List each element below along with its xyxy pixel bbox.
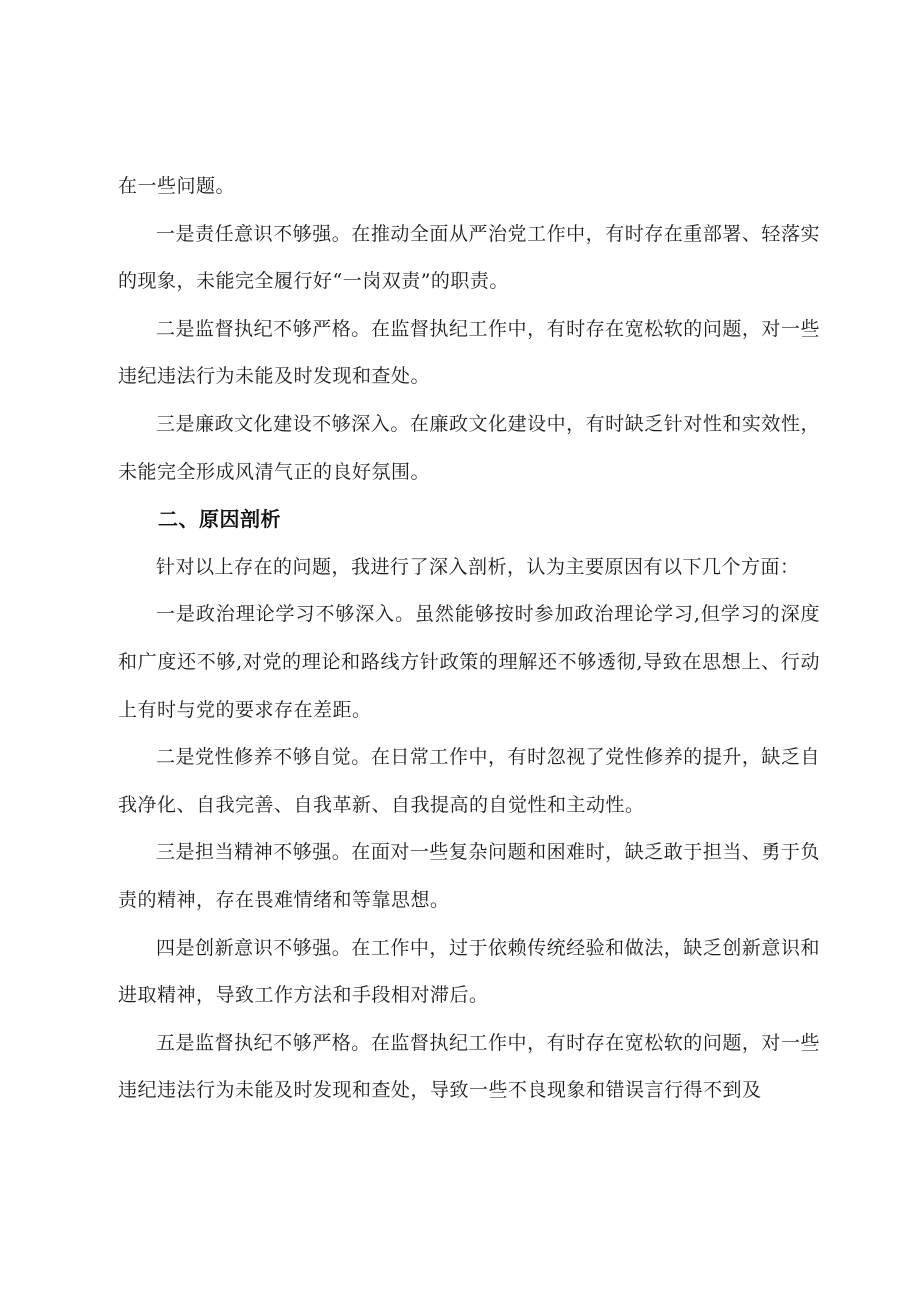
paragraph-supervision: 二是监督执纪不够严格。在监督执纪工作中，有时存在宽松软的问题，对一些违纪违法行为未能及时发现和查处。 (118, 317, 820, 388)
paragraph-responsibility: 一是责任意识不够强。在推动全面从严治党工作中，有时存在重部署、轻落实的现象，未能完全履行好“一岗双责”的职责。 (118, 222, 820, 293)
paragraph-integrity-culture: 三是廉政文化建设不够深入。在廉政文化建设中，有时缺乏针对性和实效性，未能完全形成风清气正的良好氛围。 (118, 412, 820, 483)
paragraph-cause-responsibility: 三是担当精神不够强。在面对一些复杂问题和困难时，缺乏敢于担当、勇于负责的精神，存在畏难情绪和等靠思想。 (118, 841, 820, 911)
paragraph-cause-theory-study: 一是政治理论学习不够深入。虽然能够按时参加政治理论学习,但学习的深度和广度还不够,对党的理论和路线方针政策的理解还不够透彻,导致在思想上、行动上有时与党的要求存在差距。 (118, 603, 820, 721)
document-body (118, 163, 820, 1115)
paragraph-continuation: 在一些问题。 (118, 175, 236, 197)
paragraph-cause-supervision: 五是监督执纪不够严格。在监督执纪工作中，有时存在宽松软的问题，对一些违纪违法行为未能及时发现和查处，导致一些不良现象和错误言行得不到及 (118, 1031, 820, 1102)
paragraph-cause-innovation: 四是创新意识不够强。在工作中，过于依赖传统经验和做法，缺乏创新意识和进取精神，导致工作方法和手段相对滞后。 (118, 936, 820, 1007)
paragraph-analysis-intro: 针对以上存在的问题，我进行了深入剖析，认为主要原因有以下几个方面： (156, 555, 800, 578)
section-heading-cause-analysis: 二、原因剖析 (158, 507, 281, 532)
paragraph-cause-party-spirit: 二是党性修养不够自觉。在日常工作中，有时忽视了党性修养的提升，缺乏自我净化、自我完善、自我革新、自我提高的自觉性和主动性。 (118, 746, 820, 816)
